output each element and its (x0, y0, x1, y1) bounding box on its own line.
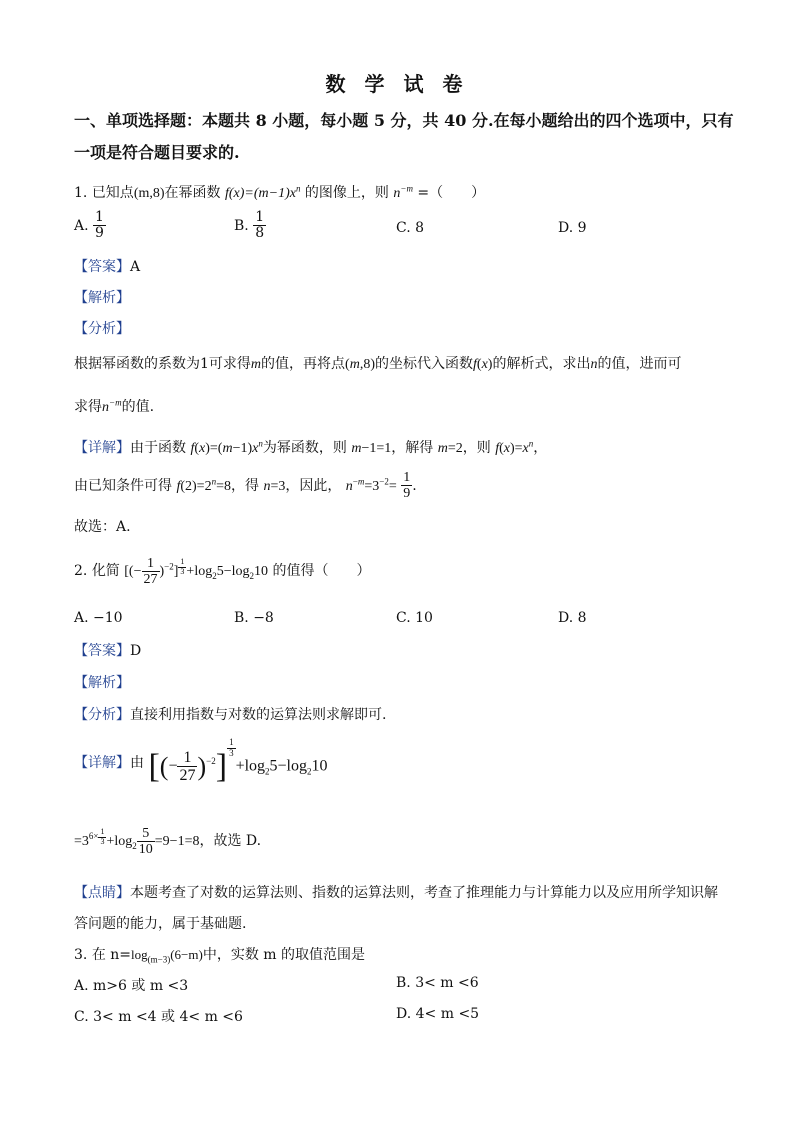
q1-option-c[interactable]: C. 8 (396, 220, 425, 236)
q1-option-b[interactable]: B. $\frac{1}{8}$ (234, 209, 265, 242)
q1-detail-line2: 由已知条件可得 $f(2)=2^n=8$，得 n=3，因此， $n^{-m}=3^{-2}=$ $\frac{1}{9}$ . (74, 470, 417, 502)
q2-comment-line2: 答问题的能力，属于基础题. (74, 916, 247, 932)
q1-fenxi-line2: 求得$n^{-m}$的值. (74, 397, 155, 415)
page-title: 数 学 试 卷 (325, 72, 469, 96)
q3-option-d[interactable]: D. 4< m <5 (396, 1006, 480, 1022)
q1-fenxi-line1: 根据幂函数的系数为1可求得m的值，再将点(m,8)的坐标代入函数f(x)的解析式，求出n的值，进而可 (74, 356, 682, 372)
q1-number: 1. (74, 185, 88, 201)
q3-option-b[interactable]: B. 3< m <6 (396, 975, 479, 991)
section-heading-line1: 一、单项选择题：本题共 8 小题，每小题 5 分，共 40 分.在每小题给出的四个选项中，只有 (74, 111, 734, 130)
q2-fenxi: 【分析】直接利用指数与对数的运算法则求解即可. (74, 707, 387, 723)
q2-analysis-label: 【解析】 (74, 675, 130, 691)
q1-analysis-label: 【解析】 (74, 290, 130, 306)
q1-detail-line1: 【详解】由于函数 $f(x)=(m-1)x^n$为幂函数，则 m−1=1，解得 m=2，则 $f(x)=x^n$， (74, 438, 548, 456)
q2-answer: 【答案】D (74, 643, 142, 659)
q2-detail-line1: 【详解】由 [(− $\frac{1}{27}$ )$^{-2}$] $^{\frac{1}{3}}$ $+\log_25-\log_210$ (74, 737, 328, 785)
q2-comment-line1: 【点睛】本题考查了对数的运算法则、指数的运算法则，考查了推理能力与计算能力以及应用所学知识解 (74, 885, 718, 901)
q1-fenxi-label: 【分析】 (74, 321, 130, 337)
q2-detail-line2: $=3^{6\times \frac{1}{3}}$ $+\log_2$ $\frac{5}{10}$ =9−1=8，故选 D. (74, 826, 262, 858)
q1-answer: 【答案】A (74, 259, 141, 275)
q1-stem: 1. 已知点(m,8)在幂函数 $f(x)=(m-1)x^n$ 的图像上，则 $n^{-m}$ =（ ） (74, 183, 486, 201)
q1-option-d[interactable]: D. 9 (558, 220, 587, 236)
q1-conclusion: 故选：A. (74, 519, 131, 535)
q2-option-c[interactable]: C. 10 (396, 610, 433, 626)
q1-function: f(x)=(m−1)x (224, 186, 296, 201)
q1-expression: n (393, 186, 401, 201)
q3-stem: 3. 在 $n=\log_{(m-3)}(6-m)$中，实数 m 的取值范围是 (74, 947, 366, 965)
q1-option-a[interactable]: A. $\frac{1}{9}$ (74, 209, 104, 242)
q1-point: (m,8) (133, 186, 165, 201)
q2-option-d[interactable]: D. 8 (558, 610, 587, 626)
q2-stem: 2. 化简 [(− $\frac{1}{27}$ )$^{-2}$] $^{\frac{1}{3}}$ $+\log_25-\log_210$ 的值得（ ） (74, 556, 371, 588)
q2-option-b[interactable]: B. −8 (234, 610, 274, 626)
q2-option-a[interactable]: A. −10 (74, 610, 123, 626)
q3-option-a[interactable]: A. m>6 或 m <3 (74, 978, 189, 994)
section-heading-line2: 一项是符合题目要求的. (74, 143, 240, 162)
q3-option-c[interactable]: C. 3< m <4 或 4< m <6 (74, 1009, 243, 1025)
